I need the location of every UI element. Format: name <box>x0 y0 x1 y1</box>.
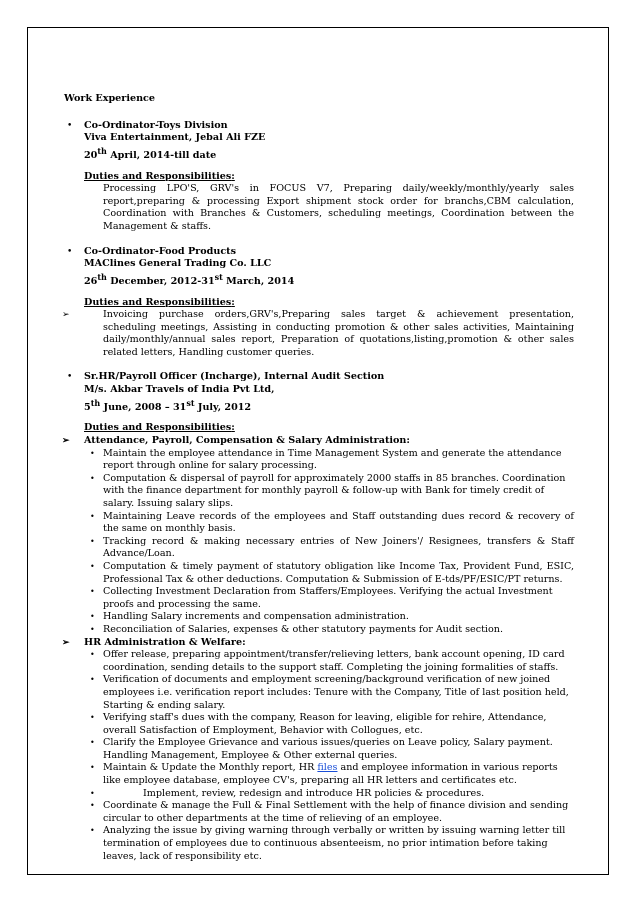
list-item: • Reconciliation of Salaries, expenses & other statutory payments for Audit section. <box>90 623 504 635</box>
arrow-bullet-icon: ➢ <box>62 436 70 447</box>
bullet-icon: • <box>90 624 95 634</box>
arrow-bullet-icon: ➢ <box>62 637 70 648</box>
duties-heading: Duties and Responsibilities: <box>84 170 235 182</box>
list-item: • Collecting Investment Declaration from Staffers/Employees. Verifying the actual Investment proofs and processing the same. <box>90 586 553 610</box>
list-item: • Maintain the employee attendance in Time Management System and generate the attendance report through online for salary processing. <box>90 447 562 472</box>
list-item: • Offer release, preparing appointment/transfer/relieving letters, bank account opening, ID card coordination, sending details to the support staff. Completing the joining formalities of staffs. <box>90 649 565 673</box>
bullet-icon: • <box>90 612 95 622</box>
bullet-icon: • <box>90 511 95 521</box>
duties-heading: Duties and Responsibilities: <box>84 296 235 308</box>
list-item: • Coordinate & manage the Full & Final Settlement with the help of finance division and sending circular to other departments at the time of relieving of an employee. <box>90 800 569 824</box>
job-entry <box>64 246 574 360</box>
section-title: Work Experience <box>64 93 155 104</box>
group-list <box>84 448 574 637</box>
duties-text: ➢ Invoicing purchase orders,GRV's,Preparing sales target & achievement presentation, scheduling meetings, Assisting in conducting promotion & other sales activities, Maintaining daily/monthly/annual sales report, Preparation of quotations,listing,promotion & other sales related letters, Handling customer queries. <box>62 309 574 358</box>
list-item: • Clarify the Employee Grievance and various issues/queries on Leave policy, Salary payment. Handling Management, Employee & Other external queries. <box>90 737 553 761</box>
bullet-icon: • <box>90 801 95 811</box>
bullet-icon: • <box>67 372 73 383</box>
job-dates: 20th April, 2014-till date <box>84 145 217 161</box>
company-name: Viva Entertainment, Jebal Ali FZE <box>84 132 266 144</box>
bullet-icon: • <box>90 448 95 458</box>
list-item: • Tracking record & making necessary entries of New Joiners'/ Resignees, transfers & Staff Advance/Loan. <box>90 535 574 560</box>
resume-content <box>64 93 574 863</box>
group-list <box>84 649 574 863</box>
job-entry <box>64 120 574 234</box>
list-item: • Handling Salary increments and compensation administration. <box>90 611 409 623</box>
job-title: Co-Ordinator-Toys Division <box>84 119 228 131</box>
duties-heading: Duties and Responsibilities: <box>84 422 235 434</box>
arrow-bullet-icon: ➢ <box>62 310 70 321</box>
list-item: • Verification of documents and employment screening/background verification of new joined employees i.e. verification report includes: Tenure with the Company, Title of last position held, Starting & ending salary. <box>90 674 569 711</box>
bullet-icon: • <box>90 473 95 483</box>
job-title: Sr.HR/Payroll Officer (Incharge), Internal Audit Section <box>84 371 385 383</box>
list-item: • Analyzing the issue by giving warning through verbally or written by issuing warning letter till termination of employees due to continuous absenteeism, no prior intimation before taking leaves, lack of responsibility etc. <box>90 825 566 862</box>
group-heading: ➢ Attendance, Payroll, Compensation & Salary Administration: <box>62 435 410 447</box>
bullet-icon: • <box>90 536 95 546</box>
company-name: MAClines General Trading Co. LLC <box>84 258 272 270</box>
bullet-icon: • <box>90 713 95 723</box>
job-dates: 5th June, 2008 – 31st July, 2012 <box>84 397 252 413</box>
bullet-icon: • <box>67 120 73 131</box>
job-title: Co-Ordinator-Food Products <box>84 245 236 257</box>
list-item: • Computation & timely payment of statutory obligation like Income Tax, Provident Fund, ESIC, Professional Tax & other deductions. Computation & Submission of E-tds/PF/ESIC/PT returns. <box>90 560 574 585</box>
bullet-icon: • <box>90 675 95 685</box>
company-name: M/s. Akbar Travels of India Pvt Ltd, <box>84 384 275 396</box>
group-heading: ➢ HR Administration & Welfare: <box>62 636 246 648</box>
bullet-icon: • <box>90 650 95 660</box>
bullet-icon: • <box>90 788 95 798</box>
list-item: • Maintaining Leave records of the employees and Staff outstanding dues record & recovery of the same on monthly basis. <box>90 510 574 535</box>
bullet-icon: • <box>90 587 95 597</box>
bullet-icon: • <box>90 826 95 836</box>
duties-text: Processing LPO'S, GRV's in FOCUS V7, Preparing daily/weekly/monthly/yearly sales report,preparing & processing Export shipment stock order for branchs,CBM calculation, Coordination with Branches & Customers, scheduling meetings, Coordination between the Management & staffs. <box>103 183 574 232</box>
list-item: • Implement, review, redesign and introduce HR policies & procedures. <box>90 787 485 799</box>
job-dates: 26th December, 2012-31st March, 2014 <box>84 271 295 287</box>
bullet-icon: • <box>90 763 95 773</box>
list-item: • Verifying staff's dues with the company, Reason for leaving, eligible for rehire, Attendance, overall Satisfaction of Employment, Behavior with Collogues, etc. <box>90 712 547 736</box>
bullet-icon: • <box>67 246 73 257</box>
list-item: • Maintain & Update the Monthly report, HR files and employee information in various reports like employee database, employee CV's, preparing all HR letters and certificates etc. <box>90 762 558 787</box>
list-item: • Computation & dispersal of payroll for approximately 2000 staffs in 85 branches. Coordination with the finance department for monthly payroll & follow-up with Bank for timely credit of salary. Issuing salary slips. <box>90 472 566 509</box>
files-link[interactable]: files <box>317 762 338 774</box>
bullet-icon: • <box>90 738 95 748</box>
bullet-icon: • <box>90 561 95 571</box>
job-entry <box>64 371 574 863</box>
